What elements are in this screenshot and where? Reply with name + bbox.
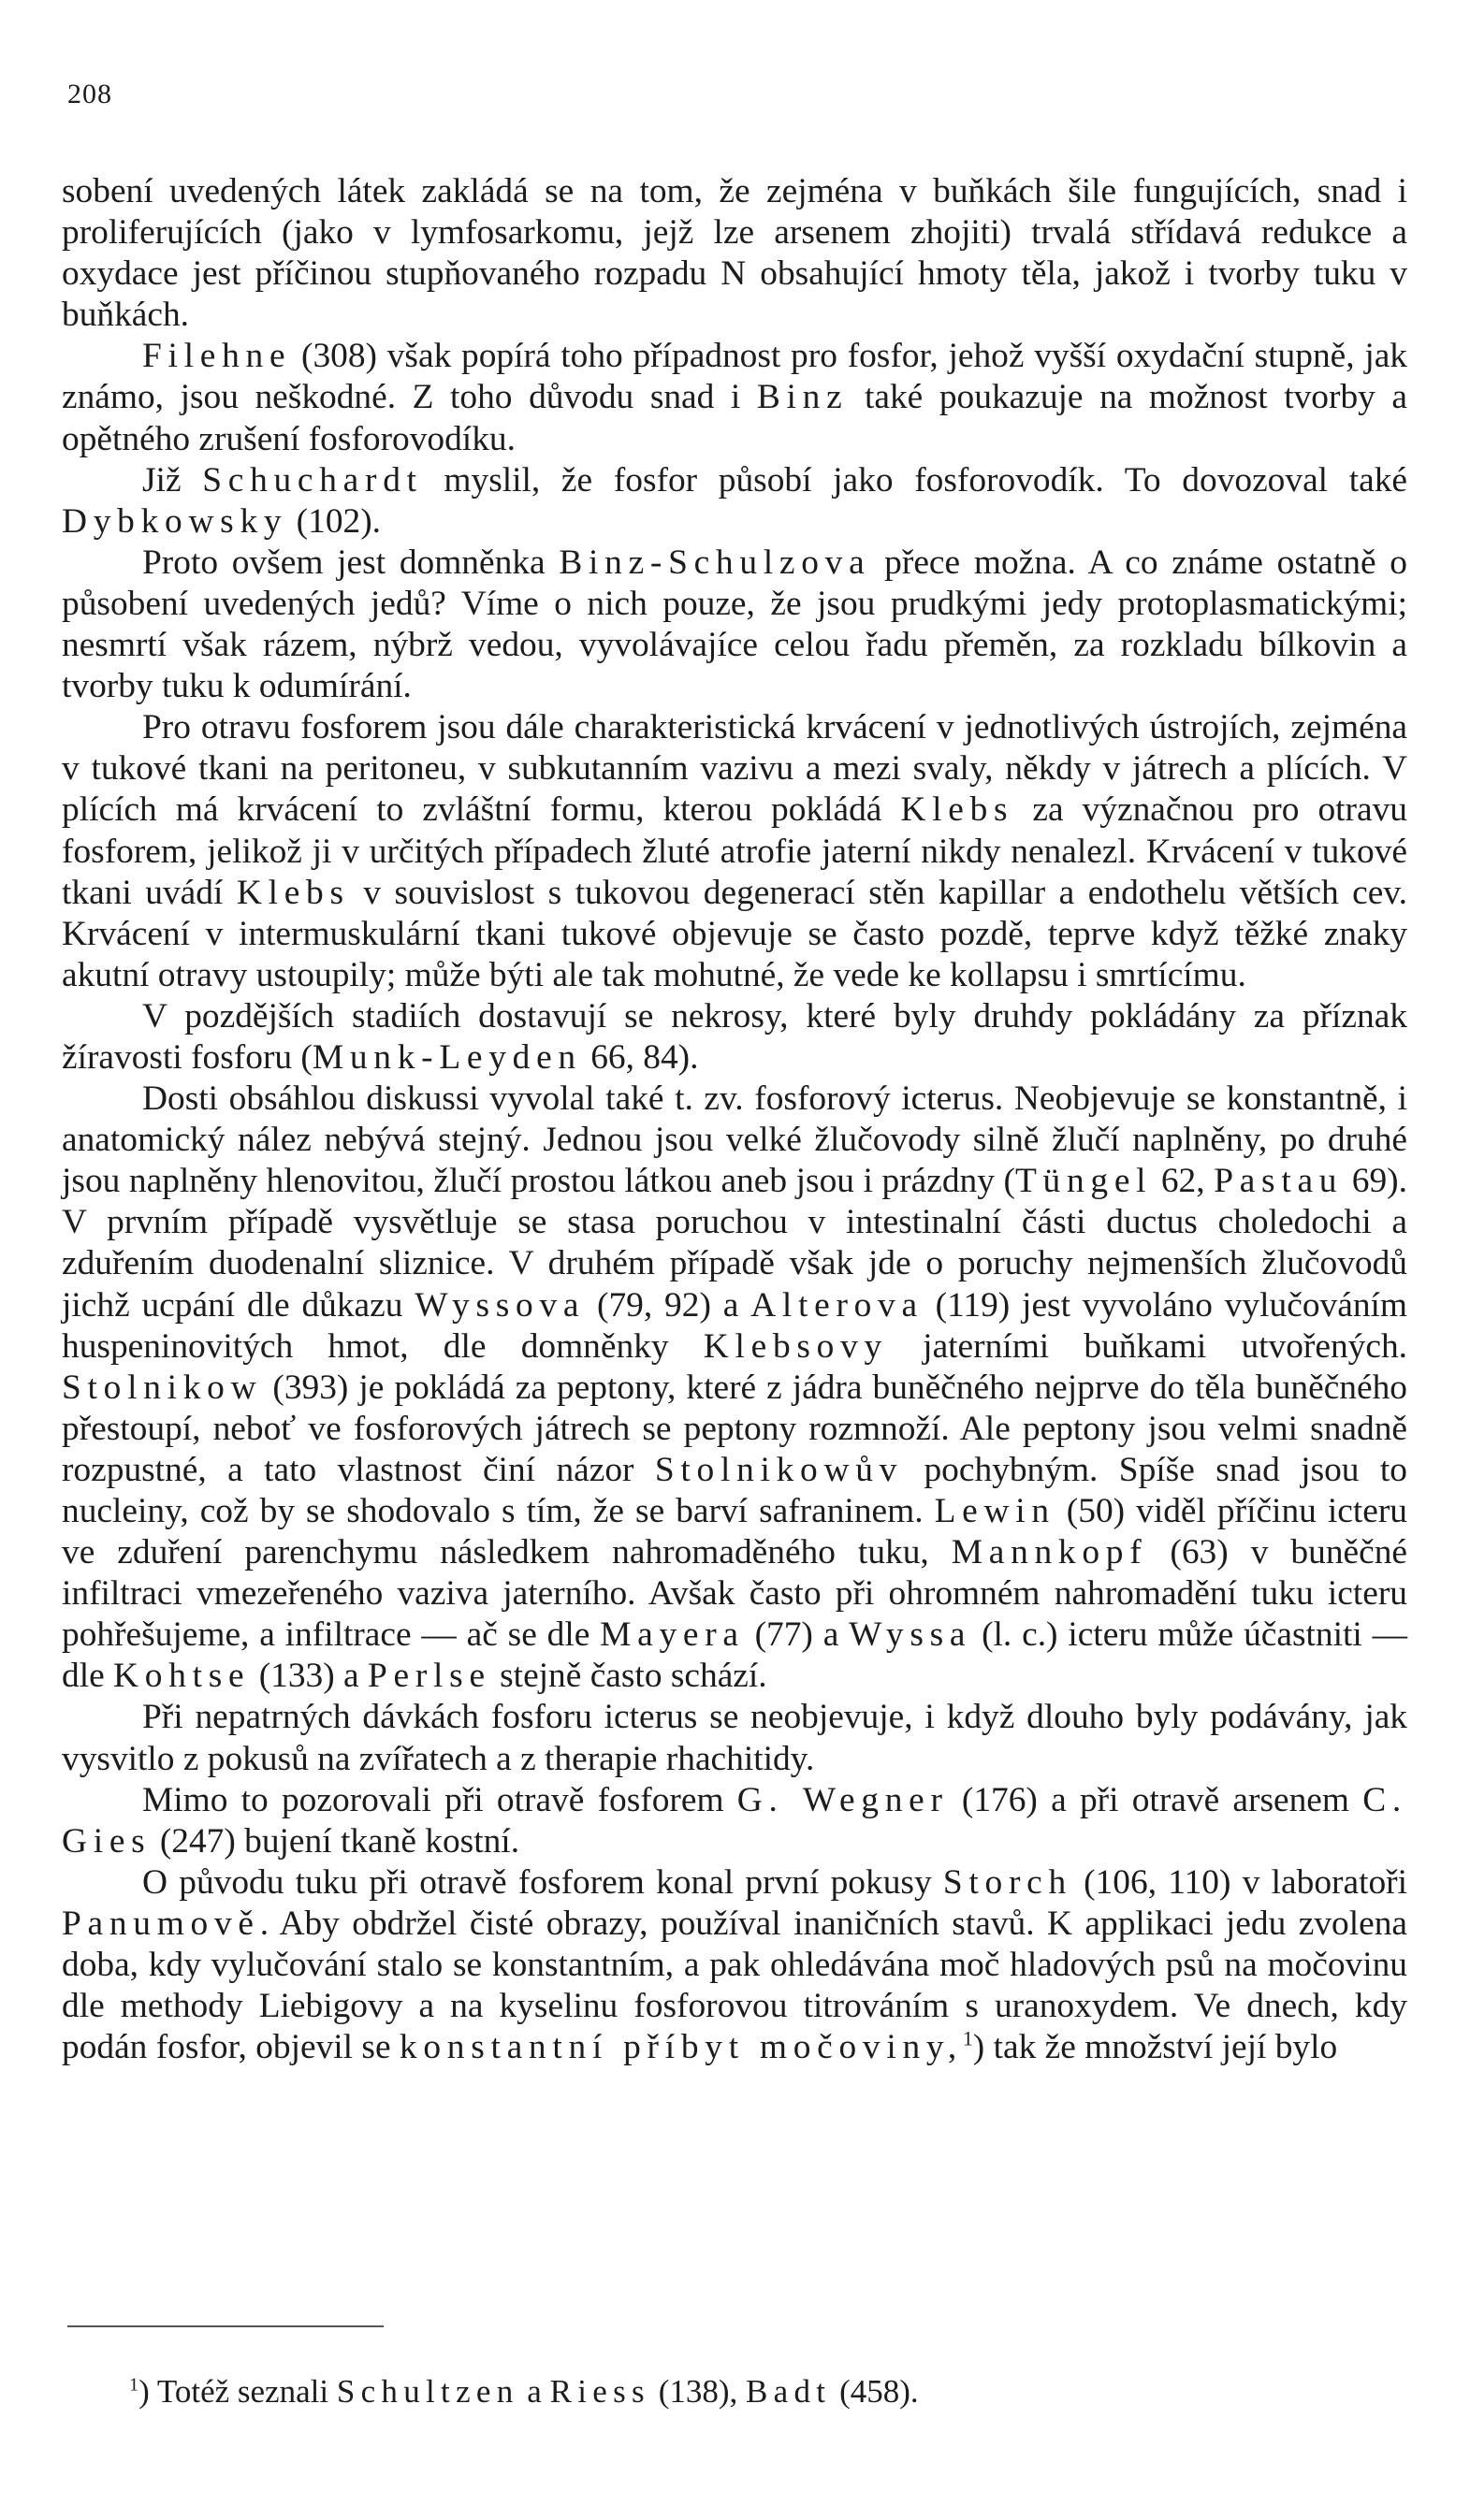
footnote (129, 2372, 919, 2411)
spaced-name: Lewin (934, 1492, 1055, 1530)
text-run: . Aby obdržel čisté obrazy, používal inaničních stavů. K applikaci jedu zvolena doba, kdy vylučování stalo se konstantním, a pak ohledávána moč hladových psů na močovinu dle methody Liebigovy a na kyselinu fosforovou titrováním s uranoxydem. Ve dnech, kdy podán fosfor, objevil se (62, 1904, 1407, 2067)
footnote-separator (67, 2325, 384, 2327)
text-run: (l. c.) icteru může účastniti — dle (62, 1615, 1407, 1696)
text-run: jaterními buňkami utvořených. (887, 1326, 1407, 1366)
spaced-name: Pastau (1214, 1162, 1344, 1201)
text-run: a (518, 2373, 550, 2410)
spaced-name: G. Wegner (736, 1780, 949, 1819)
text-run: O původu tuku při otravě fosforem konal první pokusy (142, 1862, 943, 1902)
spaced-name: Storch (942, 1862, 1072, 1902)
spaced-name: Binz (756, 378, 849, 417)
paragraph-2 (62, 336, 1407, 459)
text-run: (77) a (744, 1615, 850, 1655)
footnote-marker: 1 (129, 2374, 139, 2396)
text-run: (458). (831, 2373, 919, 2410)
text-run: přece možna. A co známe ostatně o působení uvedených jedů? Víme o nich pouze, že jsou prudkými jedy protoplasmatickými; nesmrtí však rázem, nýbrž vedou, vyvolávajíce celou řadu přeměn, za rozkladu bílkovin a tvorby tuku k odumírání. (62, 543, 1407, 706)
text-run: Dosti obsáhlou diskussi vyvolal také t. zv. fosforový icterus. Neobjevuje se konstantně, i anatomický nález nebývá stejný. Jednou jsou velké žlučovody silně žlučí naplněny, po druhé jsou naplněny hlenovitou, žlučí prostou látkou aneb jsou i prázdny ( (62, 1079, 1407, 1201)
text-run: ) tak že množství její bylo (972, 2028, 1338, 2067)
text-run: (176) a při otravě arsenem (948, 1780, 1363, 1819)
text-run: také poukazuje na možnost tvorby a opětného zrušení fosforovodíku. (62, 378, 1407, 458)
spaced-name: Alterova (750, 1285, 924, 1325)
text-run: V pozdějších stadiích dostavují se nekrosy, které byly druhdy pokládány za příznak žíravosti fosforu ( (62, 996, 1407, 1077)
spaced-name: Tüngel (1014, 1162, 1153, 1201)
body-text (62, 171, 1407, 2068)
spaced-name: Mannkopf (951, 1533, 1148, 1572)
page-number: 208 (67, 79, 112, 109)
text-run: (393) je pokládá za peptony, které z jádra buněčného nejprve do těla buněčného přestoupí, neboť ve fosforových játrech se peptony rozmnoží. Ale peptony jsou velmi snadně rozpustné, a tato vlastnost činí názor (62, 1368, 1407, 1489)
spaced-name: Kohtse (113, 1657, 251, 1696)
text-run: 62, (1152, 1162, 1215, 1201)
paragraph-4 (62, 543, 1407, 707)
spaced-name: Stolnikowův (654, 1450, 904, 1489)
text-run: Mimo to pozorovali při otravě fosforem (142, 1780, 737, 1819)
text-run: v souvislost s tukovou degenerací stěn kapillar a endothelu větších cev. Krvácení v intermuskulární tkani tukové objevuje se často pozdě, teprve když těžké znaky akutní otravy ustoupily; může býti ale tak mohutné, že vede ke kollapsu i smrtícímu. (62, 873, 1407, 994)
text-run: 69). V prvním případě vysvětluje se stasa poruchou v intestinalní části ductus choledochi a zduřením duodenalní sliznice. V druhém případě však jde o poruchy nejmenších žlučovodů jichž ucpání dle důkazu (62, 1162, 1407, 1325)
text-run: ) Totéž seznali (138, 2373, 337, 2410)
text-run: sobení uvedených látek zakládá se na tom, že zejména v buňkách šile fungujících, snad i proliferujících (jako v lymfosarkomu, jejž lze arsenem zhojiti) trvalá střídavá redukce a oxydace jest příčinou stupňovaného rozpadu N obsahující hmoty těla, jakož i tvorby tuku v buňkách. (62, 172, 1407, 335)
spaced-name: Riess (549, 2373, 650, 2410)
footnote-ref-marker: 1 (962, 2027, 973, 2050)
text-run: stejně často schází. (490, 1657, 767, 1696)
spaced-name: Stolnikow (62, 1368, 263, 1407)
text-run: myslil, že fosfor působí jako fosforovodík. To dovozoval také (422, 460, 1407, 500)
text-run: (247) bujení tkaně kostní. (151, 1821, 520, 1861)
spaced-name: Dybkowsky (62, 501, 288, 541)
spaced-name: Klebs (236, 873, 350, 912)
paragraph-1 (62, 171, 1407, 336)
text-run: Při nepatrných dávkách fosforu icterus se neobjevuje, i když dlouho byly podávány, jak vysvitlo z pokusů na zvířatech a z therapie rhachitidy. (62, 1698, 1407, 1778)
paragraph-8 (62, 1697, 1407, 1779)
paragraph-7 (62, 1079, 1407, 1697)
text-run: 66, 84). (581, 1037, 699, 1077)
paragraph-3 (62, 460, 1407, 543)
text-run: za význačnou pro otravu fosforem, jelikož ji v určitých případech žluté atrofie jaterní nikdy nenalezl. Krvácení v tukové tkani uvádí (62, 790, 1407, 912)
spaced-name: Binz-Schulzova (559, 543, 871, 582)
spaced-name: Badt (746, 2373, 832, 2410)
spaced-name: Munk-Leyden (312, 1037, 582, 1077)
text-run: pochybným. Spíše snad jsou to nucleiny, což by se shodovalo s tím, že se barví safraninem. (62, 1450, 1407, 1530)
spaced-name: Filehne (142, 337, 292, 376)
spaced-name: Perlse (368, 1657, 491, 1696)
text-run: Pro otravu fosforem jsou dále charakteristická krvácení v jednotlivých ústrojích, zejména v tukové tkani na peritoneu, v subkutanním vazivu a mezi svaly, někdy v játrech a plících. V plících má krvácení to zvláštní formu, kterou pokládá (62, 708, 1407, 830)
spaced-name: Schultzen (336, 2373, 519, 2410)
text-run: (308) však popírá toho případnost pro fosfor, jehož vyšší oxydační stupně, jak známo, jsou neškodné. Z toho důvodu snad i (62, 337, 1407, 417)
paragraph-5 (62, 707, 1407, 996)
spaced-name: C. Gies (62, 1780, 1407, 1861)
spaced-name: Klebs (900, 790, 1014, 830)
text-run: (138), (649, 2373, 747, 2410)
spaced-name: Schuchardt (202, 460, 423, 500)
text-run: (63) v buněčné infiltraci vmezeřeného vaziva jaterního. Avšak často při ohromném nahromadění tuku icteru pohřešujeme, a infiltrace — ač se dle (62, 1533, 1407, 1655)
spaced-name: Wyssova (415, 1285, 586, 1325)
text-run: (119) jest vyvoláno vylučováním huspeninovitých hmot, dle domněnky (62, 1285, 1407, 1366)
paragraph-9 (62, 1780, 1407, 1862)
spaced-name: Klebsovy (703, 1326, 888, 1366)
spaced-name: Panumově (62, 1904, 260, 1943)
paragraph-6 (62, 996, 1407, 1079)
text-run: (50) viděl příčinu icteru ve zduření parenchymu následkem nahromaděného tuku, (62, 1492, 1407, 1572)
spaced-name: Wyssa (849, 1615, 972, 1655)
text-run: (79, 92) a (585, 1285, 751, 1325)
text-run: (106, 110) v laboratoři (1071, 1862, 1407, 1902)
spaced-name: Mayera (600, 1615, 745, 1655)
paragraph-10 (62, 1862, 1407, 2068)
text-run: Již (142, 460, 203, 500)
text-run: (133) a (250, 1657, 368, 1696)
spaced-name: konstantní příbyt močoviny, (399, 2028, 963, 2067)
text-run: (102). (287, 501, 382, 541)
text-run: Proto ovšem jest domněnka (142, 543, 560, 582)
